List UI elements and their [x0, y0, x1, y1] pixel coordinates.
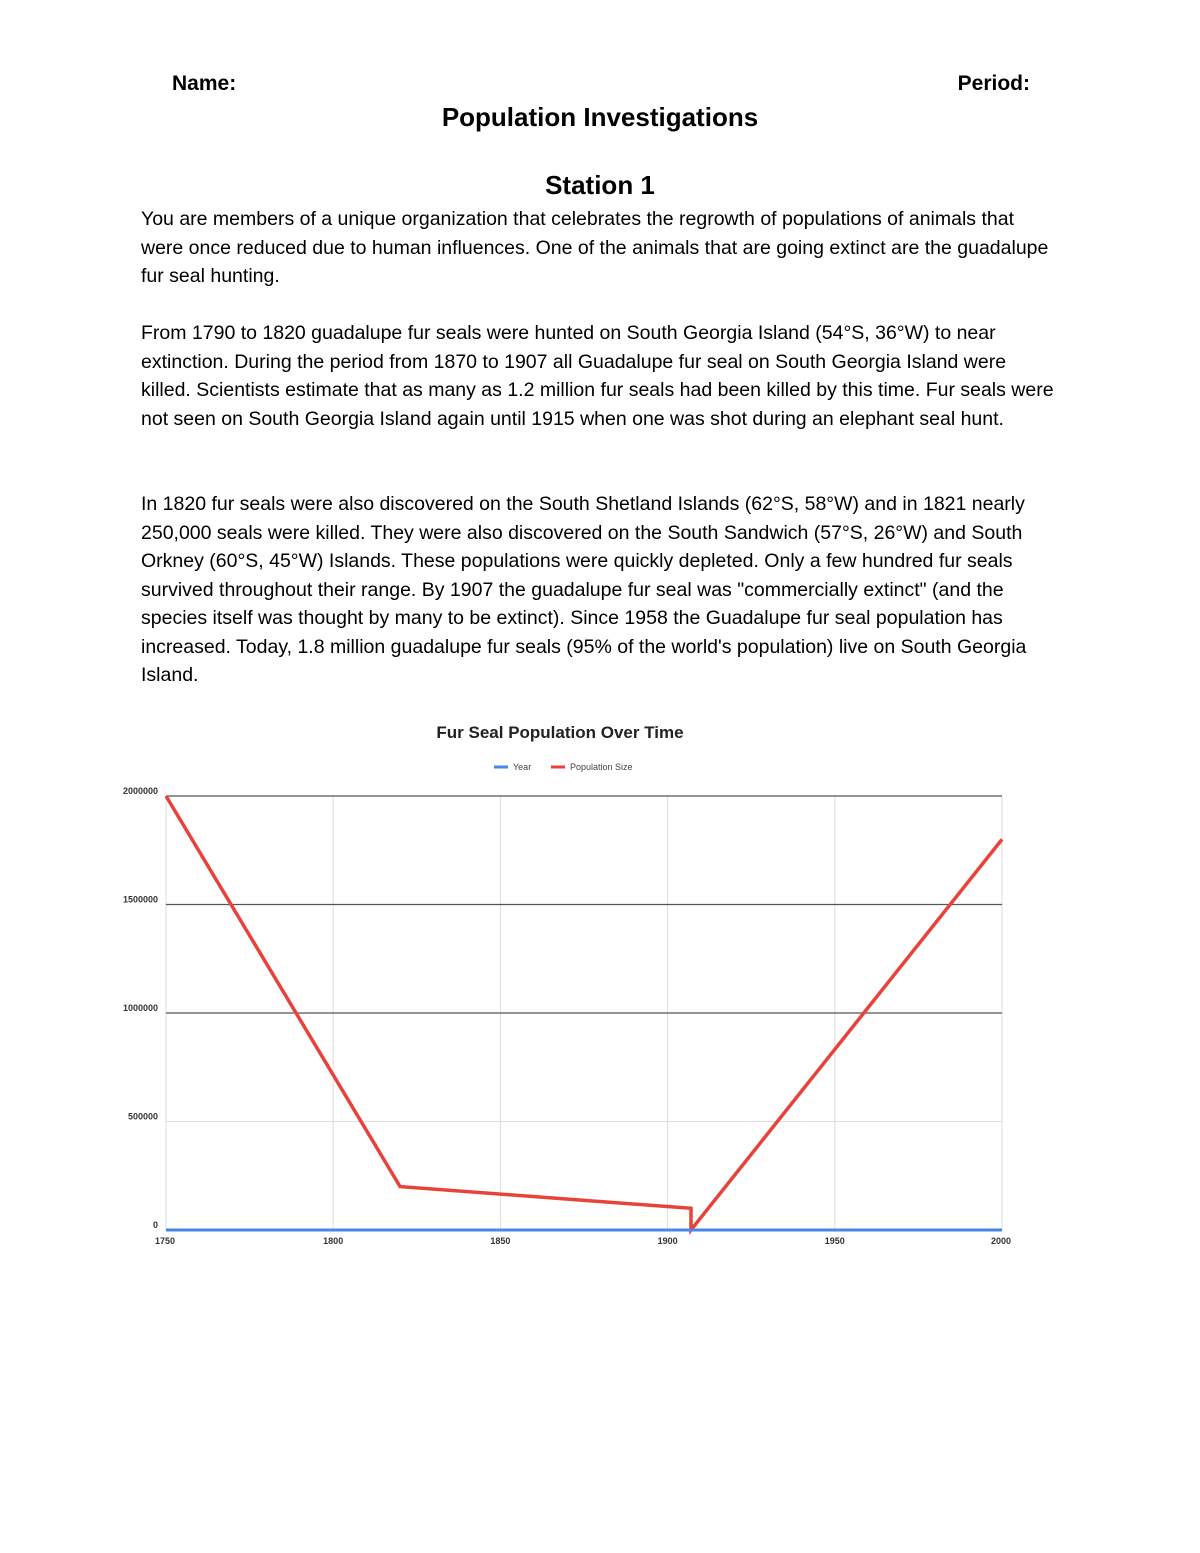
y-tick-label: 1000000	[122, 1003, 158, 1013]
horizontal-gridlines	[166, 796, 1002, 1230]
x-tick-label: 2000	[991, 1236, 1012, 1246]
chart-legend	[494, 762, 633, 772]
paragraph-other-islands: In 1820 fur seals were also discovered on the South Shetland Islands (62°S, 58°W) and in 1821 nearly 250,000 seals were killed. They were also discovered on the South Sandwich (57°S, 26°W) and South Orkney (60°S, 45°W) Islands. These populations were quickly depleted. Only a few hundred fur seals survived throughout their range. By 1907 the guadalupe fur seal was "commercially extinct" (and the species itself was thought by many to be extinct). Since 1958 the Guadalupe fur seal population has increased. Today, 1.8 million guadalupe fur seals (95% of the world's population) live on South Georgia Island.	[141, 493, 1027, 686]
y-axis-labels	[123, 786, 158, 1230]
x-axis-labels	[155, 1236, 1011, 1246]
chart-canvas	[110, 715, 1030, 1255]
x-tick-label: 1750	[155, 1236, 176, 1246]
y-tick-label: 0	[152, 1220, 158, 1230]
population-chart	[110, 715, 1030, 1255]
document-title: Population Investigations	[441, 102, 759, 132]
chart-title: Fur Seal Population Over Time	[436, 723, 684, 742]
legend-item	[494, 762, 531, 772]
y-tick-label: 1500000	[122, 894, 158, 905]
x-tick-label: 1950	[824, 1236, 845, 1246]
period-label: Period:	[957, 72, 1030, 95]
x-tick-label: 1800	[323, 1236, 344, 1246]
legend-label: Year	[513, 762, 532, 772]
header-row	[172, 72, 1030, 100]
paragraph-intro: You are members of a unique organization that celebrates the regrowth of populations of animals that were once reduced due to human influences. One of the animals that are going extinct are the guadalupe fur seal hunting.	[141, 208, 1049, 287]
paragraph-south-georgia: From 1790 to 1820 guadalupe fur seals were hunted on South Georgia Island (54°S, 36°W) to near extinction. During the period from 1870 to 1907 all Guadalupe fur seal on South Georgia Island were killed. Scientists estimate that as many as 1.2 million fur seals had been killed by this time. Fur seals were not seen on South Georgia Island again until 1915 when one was shot during an elephant seal hunt.	[141, 322, 1054, 430]
name-label: Name:	[172, 72, 237, 95]
legend-label: Population Size	[570, 762, 633, 772]
station-title: Station 1	[545, 170, 655, 200]
y-tick-label: 500000	[127, 1111, 158, 1122]
x-tick-label: 1900	[657, 1236, 678, 1246]
y-tick-label: 2000000	[122, 786, 158, 796]
legend-item	[551, 762, 633, 772]
x-tick-label: 1850	[490, 1236, 511, 1246]
